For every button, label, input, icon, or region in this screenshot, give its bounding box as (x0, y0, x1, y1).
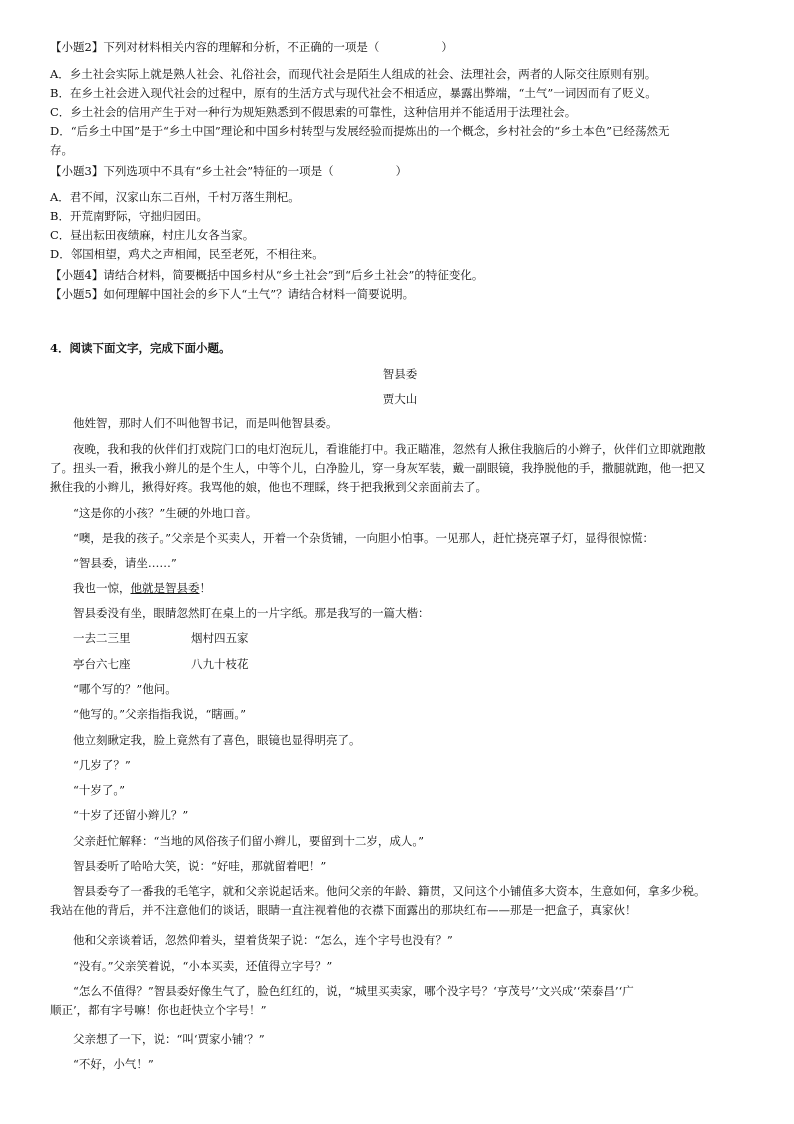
paragraph: “十岁了。” (73, 783, 126, 797)
question-3-stem: 【小题3】下列选项中不具有“乡土社会”特征的一项是（ ） (50, 164, 408, 178)
article-body-21 (50, 1055, 750, 1074)
article-body-14 (50, 832, 750, 851)
paragraph: “这是你的小孩？”生硬的外地口音。 (73, 506, 258, 520)
paragraph: “智县委，请坐……” (73, 556, 177, 570)
section-heading: 4．阅读下面文字，完成下面小题。 (50, 341, 231, 355)
article-body-15 (50, 857, 750, 876)
article-body-18 (50, 957, 750, 976)
paragraph: 父亲赶忙解释：“当地的风俗孩子们留小辫儿，要留到十二岁，成人。” (73, 834, 425, 848)
article-body-19 (50, 982, 750, 1020)
paragraph: 夜晚，我和我的伙伴们打戏院门口的电灯泡玩儿，看谁能打中。我正瞄准，忽然有人揪住我脑后的小辫子，伙伴们立即就跑散 (73, 442, 706, 456)
article-body-10 (50, 731, 750, 750)
paragraph: 他姓智，那时人们不叫他智书记，而是叫他智县委。 (73, 416, 338, 430)
option-a: A．乡土社会实际上就是熟人社会、礼俗社会，而现代社会是陌生人组成的社会、法理社会，两者的人际交往原则有别。 (50, 67, 657, 81)
option-d: D．“后乡土中国”是于“乡土中国”理论和中国乡村转型与发展经验而提炼出的一个概念，乡村社会的“乡土本色”已经荡然无 (50, 124, 670, 138)
paragraph: 他和父亲谈着话，忽然仰着头，望着货架子说：“怎么，连个字号也没有？” (73, 933, 453, 947)
paragraph: 我站在他的背后，并不注意他们的谈话，眼睛一直注视着他的衣襟下面露出的那块红布——那是一把盒子，真家伙！ (50, 903, 637, 917)
paragraph: “噢，是我的孩子。”父亲是个买卖人，开着一个杂货铺，一向胆小怕事。一见那人，赶忙挠亮罩子灯，显得很惊慌： (73, 531, 655, 545)
paragraph: 智县委夸了一番我的毛笔字，就和父亲说起话来。他问父亲的年龄、籍贯，又问这个小铺值多大资本，生意如何，拿多少税。 (73, 884, 706, 898)
option-c: C．昼出耘田夜绩麻，村庄儿女各当家。 (50, 228, 255, 242)
article-body-5 (50, 554, 750, 573)
article-body-11 (50, 756, 750, 775)
article-body-2 (50, 440, 750, 497)
paragraph: “怎么不值得？”智县委好像生气了，脸色红红的，说，“城里买卖家，哪个没字号？‘亨茂号’‘文兴成’‘荣泰昌’‘广 (73, 984, 634, 998)
article-body-6 (50, 579, 750, 598)
article-title: 智县委 (382, 367, 418, 381)
option-b: B．在乡土社会进入现代社会的过程中，原有的生活方式与现代社会不相适应，暴露出弊端，“土气”一词因而有了贬义。 (50, 86, 657, 100)
paragraph: “几岁了？” (73, 758, 131, 772)
question-2 (50, 38, 750, 57)
article-body-13 (50, 806, 750, 825)
paragraph: 父亲想了一下，说：“叫‘贾家小铺’？” (73, 1032, 265, 1046)
poem (50, 629, 750, 648)
option-d: D．邻国相望，鸡犬之声相闻，民至老死，不相往来。 (50, 247, 324, 261)
paragraph: 智县委没有坐，眼睛忽然盯在桌上的一片字纸。那是我写的一篇大楷： (73, 606, 430, 620)
article-body-9 (50, 705, 750, 724)
paragraph: “他写的。”父亲指指我说，“瞎画。” (73, 707, 247, 721)
question-4-5 (50, 266, 750, 304)
article-body-12 (50, 781, 750, 800)
paragraph: “十岁了还留小辫儿？” (73, 808, 189, 822)
paragraph: “不好，小气！” (73, 1057, 154, 1071)
article-body-16 (50, 882, 750, 920)
question-2-options (50, 65, 750, 160)
paragraph: “没有。”父亲笑着说，“小本买卖，还值得立字号？” (73, 959, 333, 973)
article-body-3 (50, 504, 750, 523)
article-body-7 (50, 604, 750, 623)
article-body-8 (50, 680, 750, 699)
paragraph: 揪住我的小辫儿，揪得好疼。我骂他的娘，他也不理睬，终于把我揪到父亲面前去了。 (50, 480, 487, 494)
question-4: 【小题4】请结合材料，简要概括中国乡村从“乡土社会”到“后乡土社会”的特征变化。 (50, 268, 484, 282)
question-2-stem: 【小题2】下列对材料相关内容的理解和分析，不正确的一项是（ ） (50, 40, 453, 54)
article-body-17 (50, 931, 750, 950)
article-body-4 (50, 529, 750, 548)
article-author: 贾大山 (382, 392, 418, 406)
paragraph: 智县委听了哈哈大笑，说：“好哇，那就留着吧！” (73, 859, 327, 873)
underlined-text: 他就是智县委 (130, 581, 200, 595)
question-3-options (50, 188, 750, 264)
poem-row: 亭台六七座 八九十枝花 (73, 657, 249, 671)
option-b: B．开荒南野际，守拙归园田。 (50, 209, 208, 223)
poem-2 (50, 655, 750, 674)
paragraph: “哪个写的？”他问。 (73, 682, 177, 696)
option-a: A．君不闻，汉家山东二百州，千村万落生荆杞。 (50, 190, 300, 204)
paragraph: 顺正’，都有字号嘛！你也赶快立个字号！” (50, 1003, 267, 1017)
option-c: C．乡土社会的信用产生于对一种行为规矩熟悉到不假思索的可靠性，这种信用并不能适用于法理社会。 (50, 105, 577, 119)
paragraph: 我也一惊，他就是智县委！ (73, 581, 211, 595)
article-body-1 (50, 414, 750, 433)
question-3 (50, 162, 750, 181)
poem-row: 一去二三里 烟村四五家 (73, 631, 249, 645)
paragraph: 了。扭头一看，揪我小辫儿的是个生人，中等个儿，白净脸儿，穿一身灰军装，戴一副眼镜，我挣脱他的手，撒腿就跑，他一把又 (50, 461, 706, 475)
question-5: 【小题5】如何理解中国社会的乡下人“土气”？请结合材料一简要说明。 (50, 287, 415, 301)
article-body-20 (50, 1030, 750, 1049)
option-d-continued: 存。 (50, 143, 73, 157)
paragraph: 他立刻瞅定我，脸上竟然有了喜色，眼镜也显得明亮了。 (73, 733, 361, 747)
